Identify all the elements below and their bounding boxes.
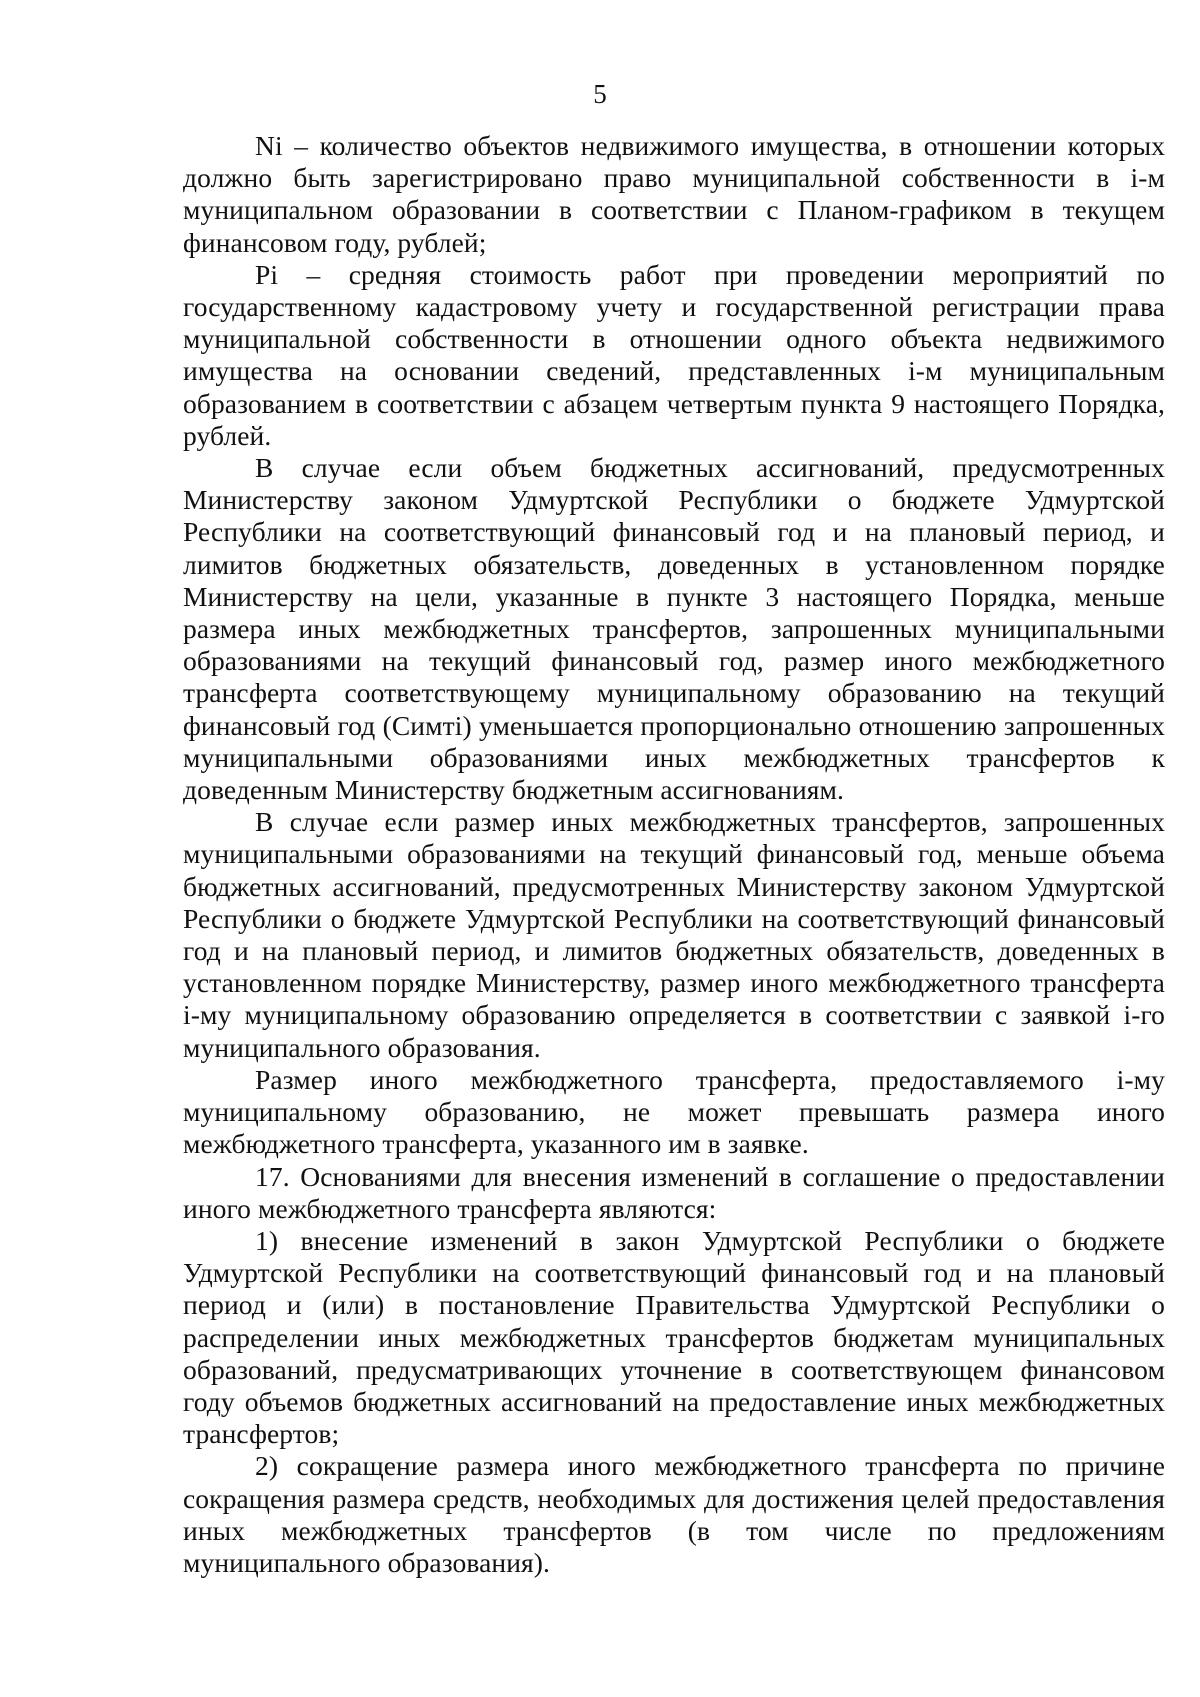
paragraph-item-1: 1) внесение изменений в закон Удмуртской Республики о бюджете Удмуртской Республики на соответствующий финансовый год и на плановый период и (или) в постановление Правительства Удмуртской Республики о распределении иных межбюджетных трансфертов бюджетам муниципальных образований, предусматривающих уточнение в соответствующем финансовом году объемов бюджетных ассигнований на предоставление иных межбюджетных трансфертов; [183, 1224, 1165, 1450]
paragraph-budget-reduction: В случае если объем бюджетных ассигнований, предусмотренных Министерству законом Удмуртской Республики о бюджете Удмуртской Республики на соответствующий финансовый год и на плановый период, и лимитов бюджетных обязательств, доведенных в установленном порядке Министерству на цели, указанные в пункте 3 настоящего Порядка, меньше размера иных межбюджетных трансфертов, запрошенных муниципальными образованиями на текущий финансовый год, размер иного межбюджетного трансферта соответствующему муниципальному образованию на текущий финансовый год (Симтi) уменьшается пропорционально отношению запрошенных муниципальными образованиями иных межбюджетных трансфертов к доведенным Министерству бюджетным ассигнованиям. [183, 452, 1165, 806]
paragraph-section-17: 17. Основаниями для внесения изменений в соглашение о предоставлении иного межбюджетного трансферта являются: [183, 1160, 1165, 1224]
paragraph-item-2: 2) сокращение размера иного межбюджетного трансферта по причине сокращения размера средств, необходимых для достижения целей предоставления иных межбюджетных трансфертов (в том числе по предложениям муниципального образования). [183, 1450, 1165, 1578]
paragraph-budget-sufficient: В случае если размер иных межбюджетных трансфертов, запрошенных муниципальными образованиями на текущий финансовый год, меньше объема бюджетных ассигнований, предусмотренных Министерству законом Удмуртской Республики о бюджете Удмуртской Республики на соответствующий финансовый год и на плановый период, и лимитов бюджетных обязательств, доведенных в установленном порядке Министерству, размер иного межбюджетного трансферта i-му муниципальному образованию определяется в соответствии с заявкой i-го муниципального образования. [183, 806, 1165, 1063]
paragraph-transfer-limit: Размер иного межбюджетного трансферта, предоставляемого i-му муниципальному образованию, не может превышать размера иного межбюджетного трансферта, указанного им в заявке. [183, 1063, 1165, 1160]
page-number: 5 [593, 79, 607, 109]
paragraph-ni-definition: Ni – количество объектов недвижимого имущества, в отношении которых должно быть зарегистрировано право муниципальной собственности в i-м муниципальном образовании в соответствии с Планом-графиком в текущем финансовом году, рублей; [183, 130, 1165, 258]
paragraph-pi-definition: Pi – средняя стоимость работ при проведении мероприятий по государственному кадастровому учету и государственной регистрации права муниципальной собственности в отношении одного объекта недвижимого имущества на основании сведений, представленных i-м муниципальным образованием в соответствии с абзацем четвертым пункта 9 настоящего Порядка, рублей. [183, 258, 1165, 451]
document-body [183, 130, 1165, 1579]
